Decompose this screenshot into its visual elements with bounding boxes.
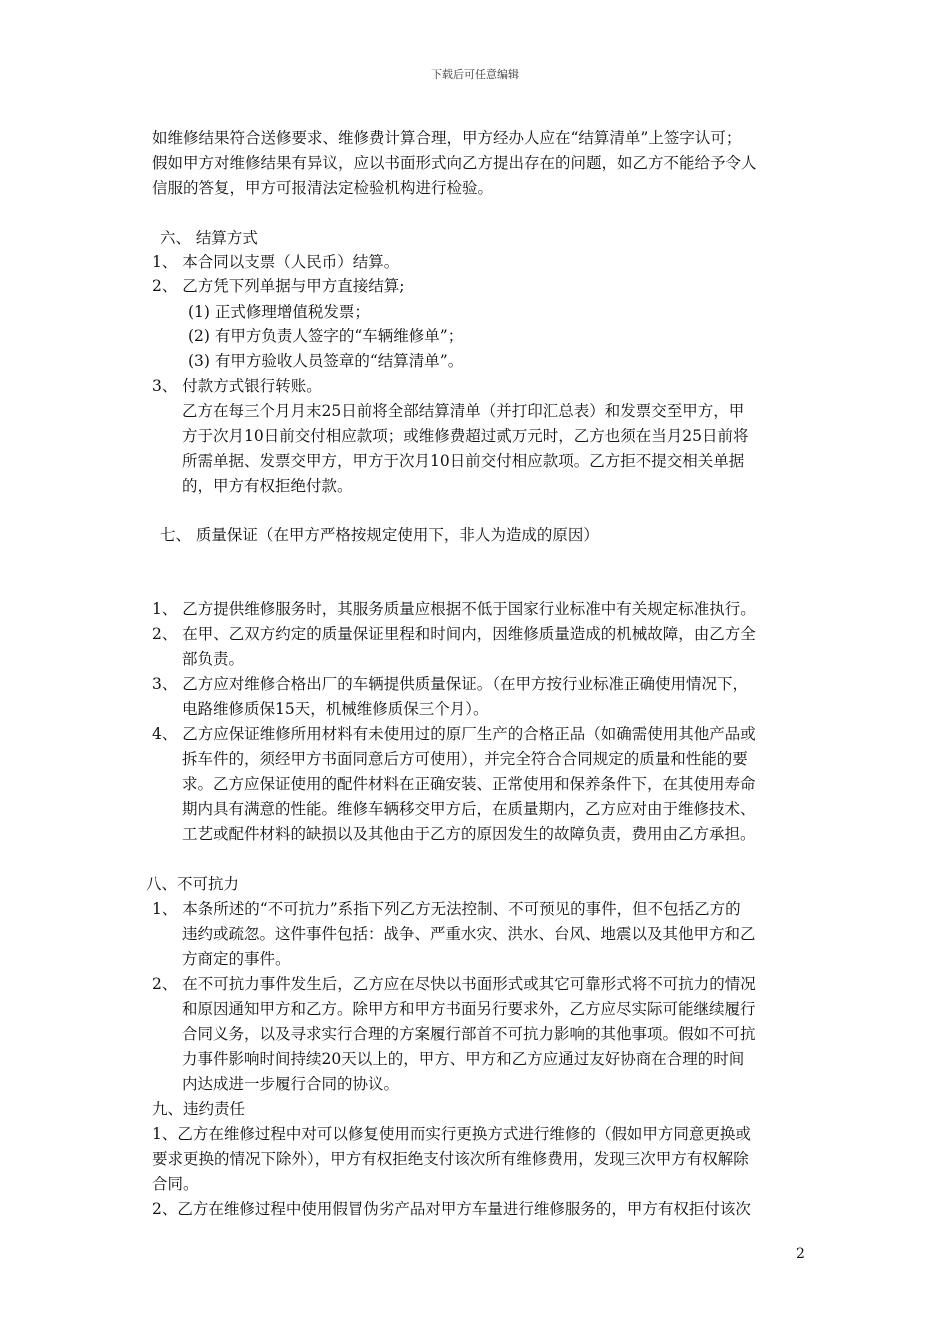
text-line: 如维修结果符合送修要求、维修费计算合理，甲方经办人应在“结算清单”上签字认可； xyxy=(152,129,742,147)
list-item: 2、 乙方凭下列单据与甲方直接结算; xyxy=(152,277,405,295)
list-item: 2、 在不可抗力事件发生后，乙方应在尽快以书面形式或其它可靠形式将不可抗力的情况 xyxy=(152,975,756,993)
list-item: 3、 付款方式银行转账。 xyxy=(152,377,322,395)
text-line: 力事件影响时间持续20天以上的，甲方、甲方和乙方应通过友好协商在合理的时间 xyxy=(182,1050,745,1068)
sub-list-item: (2) 有甲方负责人签字的“车辆维修单”； xyxy=(188,327,464,345)
section-heading: 七、 质量保证（在甲方严格按规定使用下，非人为造成的原因） xyxy=(160,526,599,544)
text-line: 部负责。 xyxy=(182,650,245,668)
text-line: 拆车件的，须经甲方书面同意后方可使用），并完全符合合同规定的质量和性能的要 xyxy=(182,750,748,768)
text-line: 的，甲方有权拒绝付款。 xyxy=(182,477,353,495)
text-line: 合同义务，以及寻求实行合理的方案履行部首不可抗力影响的其他事项。假如不可抗 xyxy=(182,1025,756,1043)
section-heading: 八、不可抗力 xyxy=(146,875,240,893)
list-item: 1、 本合同以支票（人民币）结算。 xyxy=(152,253,400,271)
list-item: 4、 乙方应保证维修所用材料有未使用过的原厂生产的合格正品（如确需使用其他产品或 xyxy=(152,725,756,743)
text-line: 要求更换的情况下除外），甲方有权拒绝支付该次所有维修费用，发现三次甲方有权解除 xyxy=(152,1150,749,1168)
section-heading: 六、 结算方式 xyxy=(160,229,258,247)
sub-list-item: (3) 有甲方验收人员签章的“结算清单”。 xyxy=(188,352,464,370)
text-line: 工艺或配件材料的缺损以及其他由于乙方的原因发生的故障负责，费用由乙方承担。 xyxy=(182,825,756,843)
text-line: 求。乙方应保证使用的配件材料在正确安装、正常使用和保养条件下，在其使用寿命 xyxy=(182,775,756,793)
text-line: 内达成进一步履行合同的协议。 xyxy=(182,1075,400,1093)
text-line: 方于次月10日前交付相应款项；或维修费超过贰万元时，乙方也须在当月25日前将 xyxy=(182,427,749,445)
page-number: 2 xyxy=(796,1246,805,1262)
text-line: 方商定的事件。 xyxy=(182,950,291,968)
list-item: 2、 在甲、乙双方约定的质量保证里程和时间内，因维修质量造成的机械故障，由乙方全 xyxy=(152,625,756,643)
sub-list-item: (1) 正式修理增值税发票； xyxy=(188,303,370,321)
list-item: 1、 本条所述的“不可抗力”系指下列乙方无法控制、不可预见的事件，但不包括乙方的 xyxy=(152,900,741,918)
text-line: 所需单据、发票交甲方，甲方于次月10日前交付相应款项。乙方拒不提交相关单据 xyxy=(182,452,745,470)
text-line: 假如甲方对维修结果有异议，应以书面形式向乙方提出存在的问题，如乙方不能给予令人 xyxy=(152,154,757,172)
list-item: 1、乙方在维修过程中对可以修复使用而实行更换方式进行维修的（假如甲方同意更换或 xyxy=(152,1125,751,1143)
text-line: 合同。 xyxy=(152,1175,199,1193)
text-line: 信服的答复，甲方可报清法定检验机构进行检验。 xyxy=(152,179,494,197)
text-line: 和原因通知甲方和乙方。除甲方和甲方书面另行要求外，乙方应尽实际可能继续履行 xyxy=(182,1000,756,1018)
list-item: 2、乙方在维修过程中使用假冒伪劣产品对甲方车量进行维修服务的，甲方有权拒付该次 xyxy=(152,1200,751,1218)
page-header: 下载后可任意编辑 xyxy=(431,68,519,81)
text-line: 期内具有满意的性能。维修车辆移交甲方后，在质量期内，乙方应对由于维修技术、 xyxy=(182,800,756,818)
text-line: 电路维修质保15天，机械维修质保三个月）。 xyxy=(182,700,489,718)
text-line: 违约或疏忽。这件事件包括：战争、严重水灾、洪水、台风、地震以及其他甲方和乙 xyxy=(182,925,756,943)
section-heading: 九、违约责任 xyxy=(152,1100,246,1118)
list-item: 1、 乙方提供维修服务时，其服务质量应根据不低于国家行业标准中有关规定标准执行。 xyxy=(152,600,756,618)
list-item: 3、 乙方应对维修合格出厂的车辆提供质量保证。（在甲方按行业标准正确使用情况下， xyxy=(152,675,749,693)
text-line: 乙方在每三个月月末25日前将全部结算清单（并打印汇总表）和发票交至甲方，甲 xyxy=(182,402,745,420)
